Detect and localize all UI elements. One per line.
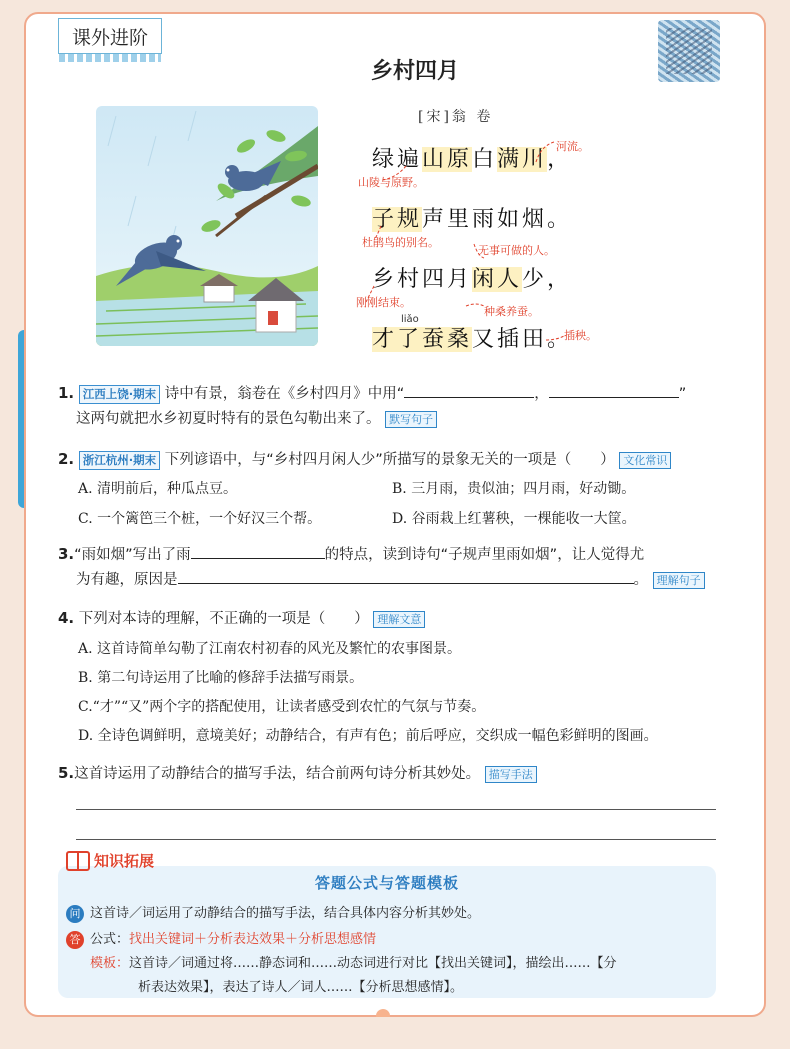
skill-badge: 理解句子 (653, 572, 705, 589)
knowledge-formula-row (66, 928, 376, 949)
book-icon (66, 851, 90, 871)
skill-badge: 理解文意 (373, 611, 425, 628)
poem-text: 乡村四月 (372, 267, 473, 292)
source-tag: 江西上饶·期末 (79, 385, 160, 404)
template-text: 析表达效果】，表达了诗人／词人……【分析思想感情】。 (138, 980, 464, 995)
poem-text: 白 (472, 147, 498, 172)
answer-blank[interactable] (404, 384, 534, 398)
note-hills: 山陵与原野。 (358, 176, 424, 189)
poem-text: 又插田。 (472, 327, 573, 352)
skill-badge: 描写手法 (485, 766, 537, 783)
section-tag-label: 课外进阶 (71, 26, 148, 49)
note-river: 河流。 (556, 140, 589, 153)
skill-badge: 文化常识 (619, 452, 671, 469)
question-text: 下列对本诗的理解，不正确的一项是（ ） (78, 611, 369, 627)
annotation-arrows (346, 126, 606, 356)
answer-line[interactable] (76, 809, 716, 810)
option-c[interactable]: C.“才”“又”两个字的搭配使用，让读者感受到农忙的气氛与节奏。 (78, 699, 486, 715)
poem-highlight: 闲人 (472, 267, 523, 292)
question-number: 2. (58, 450, 75, 468)
note-finish: 刚刚结束。 (356, 296, 411, 309)
question-text: 为有趣，原因是 (76, 572, 178, 588)
question-1 (58, 381, 738, 432)
knowledge-heading (66, 850, 154, 871)
answer-icon: 答 (66, 931, 84, 949)
question-text: 的特点，读到诗句“子规声里雨如烟”，让人觉得尤 (324, 547, 645, 563)
question-text: 下列谚语中，与“乡村四月闲人少”所描写的景象无关的一项是（ ） (164, 452, 615, 468)
pinyin-annotation: liǎo (401, 314, 419, 325)
source-tag: 浙江杭州·期末 (79, 451, 160, 470)
poem-author: [宋]翁 卷 (418, 109, 494, 125)
answer-line[interactable] (76, 839, 716, 840)
question-number: 1. (58, 384, 75, 402)
template-text: 这首诗／词通过将……静态词和……动态词进行对比【找出关键词】，描绘出……【分 (129, 956, 617, 971)
note-silkworm: 种桑养蚕。 (484, 305, 539, 318)
answer-blank[interactable] (178, 570, 634, 584)
poem-highlight: 才了 (372, 327, 423, 352)
option-d[interactable]: D. 谷雨栽上红薯秧，一棵能收一大筐。 (392, 511, 636, 527)
formula-label: 公式： (90, 932, 130, 947)
poem-illustration (96, 106, 318, 346)
question-text: 这首诗运用了动静结合的描写手法，结合前两句诗分析其妙处。 (74, 766, 481, 782)
question-text: 。 (633, 572, 648, 588)
poem-text: 声里雨如烟。 (422, 207, 573, 232)
knowledge-question-row (66, 902, 480, 923)
note-cuckoo: 杜鹃鸟的别名。 (362, 236, 439, 249)
option-b[interactable]: B. 三月雨，贵似油；四月雨，好动锄。 (392, 481, 636, 497)
knowledge-box (58, 866, 716, 998)
option-b[interactable]: B. 第二句诗运用了比喻的修辞手法描写雨景。 (78, 670, 364, 686)
poem-highlight: 满川 (497, 147, 548, 172)
knowledge-template-row-2 (138, 976, 463, 995)
question-4 (58, 606, 738, 632)
knowledge-box-title: 答题公式与答题模板 (314, 874, 459, 892)
question-text: 诗中有景，翁卷在《乡村四月》中用“ (164, 386, 405, 402)
illustration-svg (96, 106, 318, 346)
poem-text: 少， (522, 267, 573, 292)
poem-highlight: 蚕桑 (422, 327, 473, 352)
page-tab (376, 1009, 390, 1017)
poem-text: ， (547, 147, 573, 172)
question-5 (58, 761, 738, 787)
question-text: 这两句就把水乡初夏时特有的景色勾勒出来了。 (76, 411, 381, 427)
question-3 (58, 542, 738, 593)
question-number: 4. (58, 609, 75, 627)
question-text: ， (534, 386, 549, 402)
section-tag (58, 18, 162, 54)
option-d[interactable]: D. 全诗色调鲜明，意境美好；动静结合，有声有色；前后呼应，交织成一幅色彩鲜明的图画。 (78, 728, 658, 744)
answer-blank[interactable] (191, 545, 325, 559)
poem-text: 绿遍 (372, 147, 423, 172)
note-idle: 无事可做的人。 (478, 244, 555, 257)
poem-highlight: 山原 (422, 147, 473, 172)
knowledge-question: 这首诗／词运用了动静结合的描写手法，结合具体内容分析其妙处。 (90, 906, 481, 921)
question-number: 5. (58, 764, 75, 782)
template-label: 模板： (90, 956, 130, 971)
knowledge-heading-label: 知识拓展 (94, 852, 155, 870)
question-2 (58, 447, 738, 473)
page (24, 12, 766, 1017)
option-c[interactable]: C. 一个篱笆三个桩，一个好汉三个帮。 (78, 511, 322, 527)
question-text: ” (678, 386, 687, 402)
poem-title: 乡村四月 (370, 59, 459, 84)
poem-highlight: 子规 (372, 207, 423, 232)
question-text: “雨如烟”写出了雨 (74, 547, 191, 563)
question-number: 3. (58, 545, 75, 563)
skill-badge: 默写句子 (385, 411, 437, 428)
knowledge-template-row (90, 952, 617, 971)
option-a[interactable]: A. 这首诗简单勾勒了江南农村初春的风光及繁忙的农事图景。 (78, 641, 462, 657)
formula-text: 找出关键词＋分析表达效果＋分析思想感情 (129, 932, 377, 947)
ask-icon: 问 (66, 905, 84, 923)
option-a[interactable]: A. 清明前后，种瓜点豆。 (78, 481, 238, 497)
note-planting: 插秧。 (564, 329, 597, 342)
answer-blank[interactable] (549, 384, 679, 398)
